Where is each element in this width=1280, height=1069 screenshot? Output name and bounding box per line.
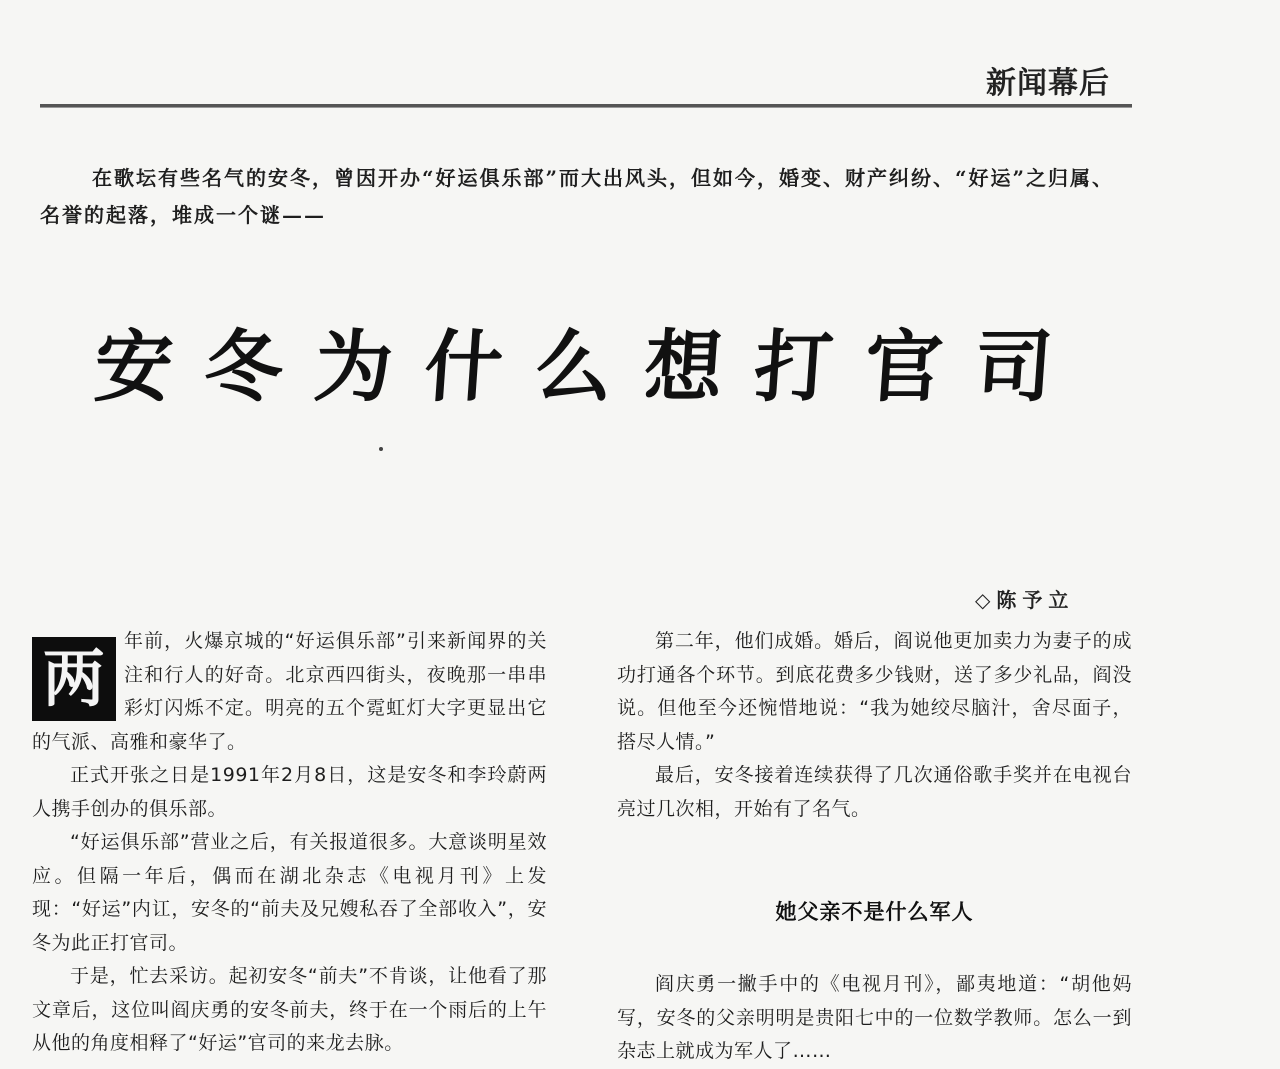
body-paragraph: 阎庆勇一撇手中的《电视月刊》，鄙夷地道：“胡他妈写，安冬的父亲明明是贵阳七中的一位数学教师。怎么一到杂志上就成为军人了…… — [617, 973, 1132, 1062]
section-label: 新闻幕后 — [986, 66, 1110, 101]
body-paragraph: 第二年，他们成婚。婚后，阎说他更加卖力为妻子的成功打通各个环节。到底花费多少钱财，送了多少礼品，阎没说。但他至今还惋惜地说：“我为她绞尽脑汁，舍尽面子，搭尽人情。” — [617, 630, 1132, 753]
article-headline: 安冬为什么想打官司 — [91, 323, 1088, 413]
body-paragraph: 最后，安冬接着连续获得了几次通俗歌手奖并在电视台亮过几次相，开始有了名气。 — [617, 764, 1132, 820]
byline: ◇陈予立 — [975, 588, 1075, 612]
print-speck — [379, 447, 383, 451]
drop-cap: 两 — [32, 637, 116, 721]
body-paragraph — [32, 625, 547, 759]
header-rule — [40, 104, 1132, 108]
paragraph-text: 年前，火爆京城的“好运俱乐部”引来新闻界的关注和行人的好奇。北京西四街头，夜晚那一串串彩灯闪烁不定。明亮的五个霓虹灯大字更显出它的气派、高雅和豪华了。 — [32, 630, 547, 753]
left-column — [32, 625, 547, 1061]
body-paragraph: 正式开张之日是1991年2月8日，这是安冬和李玲蔚两人携手创办的俱乐部。 — [32, 764, 547, 820]
section-subheading: 她父亲不是什么军人 — [775, 900, 974, 924]
lead-paragraph: 在歌坛有些名气的安冬，曾因开办“好运俱乐部”而大出风头，但如今，婚变、财产纠纷、“好运”之归属、名誉的起落，堆成一个谜—— — [40, 166, 1115, 227]
right-column — [617, 625, 1132, 826]
body-paragraph: 于是，忙去采访。起初安冬“前夫”不肯谈，让他看了那文章后，这位叫阎庆勇的安冬前夫，终于在一个雨后的上午从他的角度相释了“好运”官司的来龙去脉。 — [32, 965, 547, 1054]
right-column-continued — [617, 968, 1132, 1069]
body-paragraph: “好运俱乐部”营业之后，有关报道很多。大意谈明星效应。但隔一年后，偶而在湖北杂志《电视月刊》上发现：“好运”内讧，安冬的“前夫及兄嫂私吞了全部收入”，安冬为此正打官司。 — [32, 831, 547, 954]
